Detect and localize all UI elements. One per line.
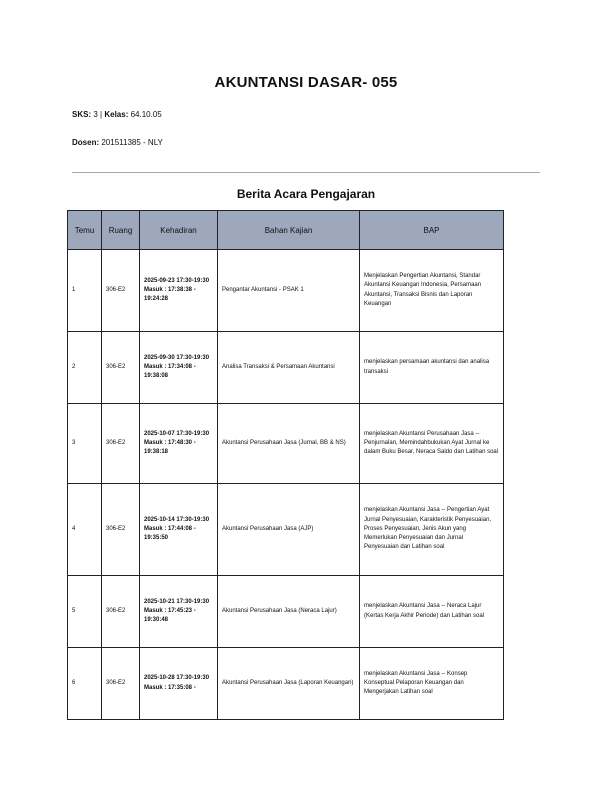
row-kehadiran bbox=[140, 404, 218, 484]
kehadiran-masuk: Masuk : 17:45:23 - 19:30:48 bbox=[144, 607, 196, 624]
sks-value: 3 bbox=[93, 110, 98, 119]
kehadiran-jadwal: 2025-09-30 17:30-19:30 bbox=[144, 354, 210, 361]
header-bahan-kajian: Bahan Kajian bbox=[218, 211, 360, 250]
row-kehadiran bbox=[140, 332, 218, 404]
kehadiran-masuk: Masuk : 17:38:38 - 19:24:28 bbox=[144, 286, 196, 303]
kehadiran-masuk: Masuk : 17:35:08 - bbox=[144, 684, 196, 691]
row-ruang: 306-E2 bbox=[102, 404, 140, 484]
kelas-value: 64.10.05 bbox=[130, 110, 162, 119]
kehadiran-jadwal: 2025-10-07 17:30-19:30 bbox=[144, 430, 210, 437]
row-kehadiran bbox=[140, 484, 218, 576]
kehadiran-jadwal: 2025-09-23 17:30-19:30 bbox=[144, 277, 210, 284]
kehadiran-masuk: Masuk : 17:44:08 - 19:35:50 bbox=[144, 525, 196, 542]
section-divider bbox=[72, 172, 540, 173]
row-kehadiran bbox=[140, 250, 218, 332]
kehadiran-masuk: Masuk : 17:34:08 - 19:38:08 bbox=[144, 363, 196, 380]
sks-label: SKS: bbox=[72, 110, 92, 119]
header-kehadiran: Kehadiran bbox=[140, 211, 218, 250]
kehadiran-jadwal: 2025-10-14 17:30-19:30 bbox=[144, 516, 210, 523]
row-bahan-kajian: Akuntansi Perusahaan Jasa (Laporan Keuangan) bbox=[218, 648, 360, 720]
section-title: Berita Acara Pengajaran bbox=[236, 187, 376, 201]
row-bap: menjelaskan Akuntansi Perusahaan Jasa -- Penjurnalan, Memindahbukukan Ayat Jurnal ke dalam Buku Besar, Neraca Saldo dan Latihan soal bbox=[360, 404, 504, 484]
table-row bbox=[68, 332, 504, 404]
row-temu: 3 bbox=[68, 404, 102, 484]
row-bap: menjelaskan Akuntansi Jasa -- Konsep Konseptual Pelaporan Keuangan dan Mengerjakan Latihan soal bbox=[360, 648, 504, 720]
row-kehadiran bbox=[140, 648, 218, 720]
row-bahan-kajian: Analisa Transaksi & Persamaan Akuntansi bbox=[218, 332, 360, 404]
header-ruang: Ruang bbox=[102, 211, 140, 250]
table-row bbox=[68, 250, 504, 332]
table-row bbox=[68, 404, 504, 484]
table-row bbox=[68, 576, 504, 648]
kehadiran-masuk: Masuk : 17:48:30 - 19:38:18 bbox=[144, 439, 196, 456]
row-bahan-kajian: Pengantar Akuntansi - PSAK 1 bbox=[218, 250, 360, 332]
dosen-label: Dosen: bbox=[72, 138, 100, 147]
row-bap: Menjelaskan Pengertian Akuntansi, Standar Akuntansi Keuangan Indonesia, Persamaan Akuntansi, Transaksi Bisnis dan Laporan Keuangan bbox=[360, 250, 504, 332]
course-title: AKUNTANSI DASAR- 055 bbox=[214, 74, 398, 91]
row-temu: 2 bbox=[68, 332, 102, 404]
row-bahan-kajian: Akuntansi Perusahaan Jasa (Neraca Lajur) bbox=[218, 576, 360, 648]
row-bap: menjelaskan Akuntansi Jasa -- Pengertian Ayat Jurnal Penyesuaian, Karakteristik Penyesuaian, Proses Penyesuaian, Jenis Akun yang Memerlukan Penyesuaian dan Jurnal Penyesuaian dan Latihan soal bbox=[360, 484, 504, 576]
row-temu: 4 bbox=[68, 484, 102, 576]
header-temu: Temu bbox=[68, 211, 102, 250]
row-ruang: 306-E2 bbox=[102, 648, 140, 720]
header-bap: BAP bbox=[360, 211, 504, 250]
table-row bbox=[68, 484, 504, 576]
kelas-separator: | bbox=[97, 110, 105, 119]
row-ruang: 306-E2 bbox=[102, 484, 140, 576]
course-sks-kelas bbox=[72, 110, 162, 119]
kehadiran-jadwal: 2025-10-28 17:30-19:30 bbox=[144, 675, 210, 682]
bap-table bbox=[67, 210, 504, 720]
table-header-row bbox=[68, 211, 504, 250]
row-bap: menjelaskan Akuntansi Jasa -- Neraca Lajur (Kertas Kerja Akhir Periode) dan Latihan soal bbox=[360, 576, 504, 648]
row-temu: 1 bbox=[68, 250, 102, 332]
row-bahan-kajian: Akuntansi Perusahaan Jasa (Jurnal, BB & NS) bbox=[218, 404, 360, 484]
row-ruang: 306-E2 bbox=[102, 332, 140, 404]
dosen-value: 201511385 - NLY bbox=[101, 138, 163, 147]
row-temu: 6 bbox=[68, 648, 102, 720]
row-bap: menjelaskan persamaan akuntansi dan analisa transaksi bbox=[360, 332, 504, 404]
row-ruang: 306-E2 bbox=[102, 576, 140, 648]
table-row bbox=[68, 648, 504, 720]
row-ruang: 306-E2 bbox=[102, 250, 140, 332]
row-bahan-kajian: Akuntansi Perusahaan Jasa (AJP) bbox=[218, 484, 360, 576]
row-temu: 5 bbox=[68, 576, 102, 648]
kelas-label: Kelas: bbox=[104, 110, 129, 119]
row-kehadiran bbox=[140, 576, 218, 648]
course-dosen bbox=[72, 138, 163, 147]
kehadiran-jadwal: 2025-10-21 17:30-19:30 bbox=[144, 598, 210, 605]
